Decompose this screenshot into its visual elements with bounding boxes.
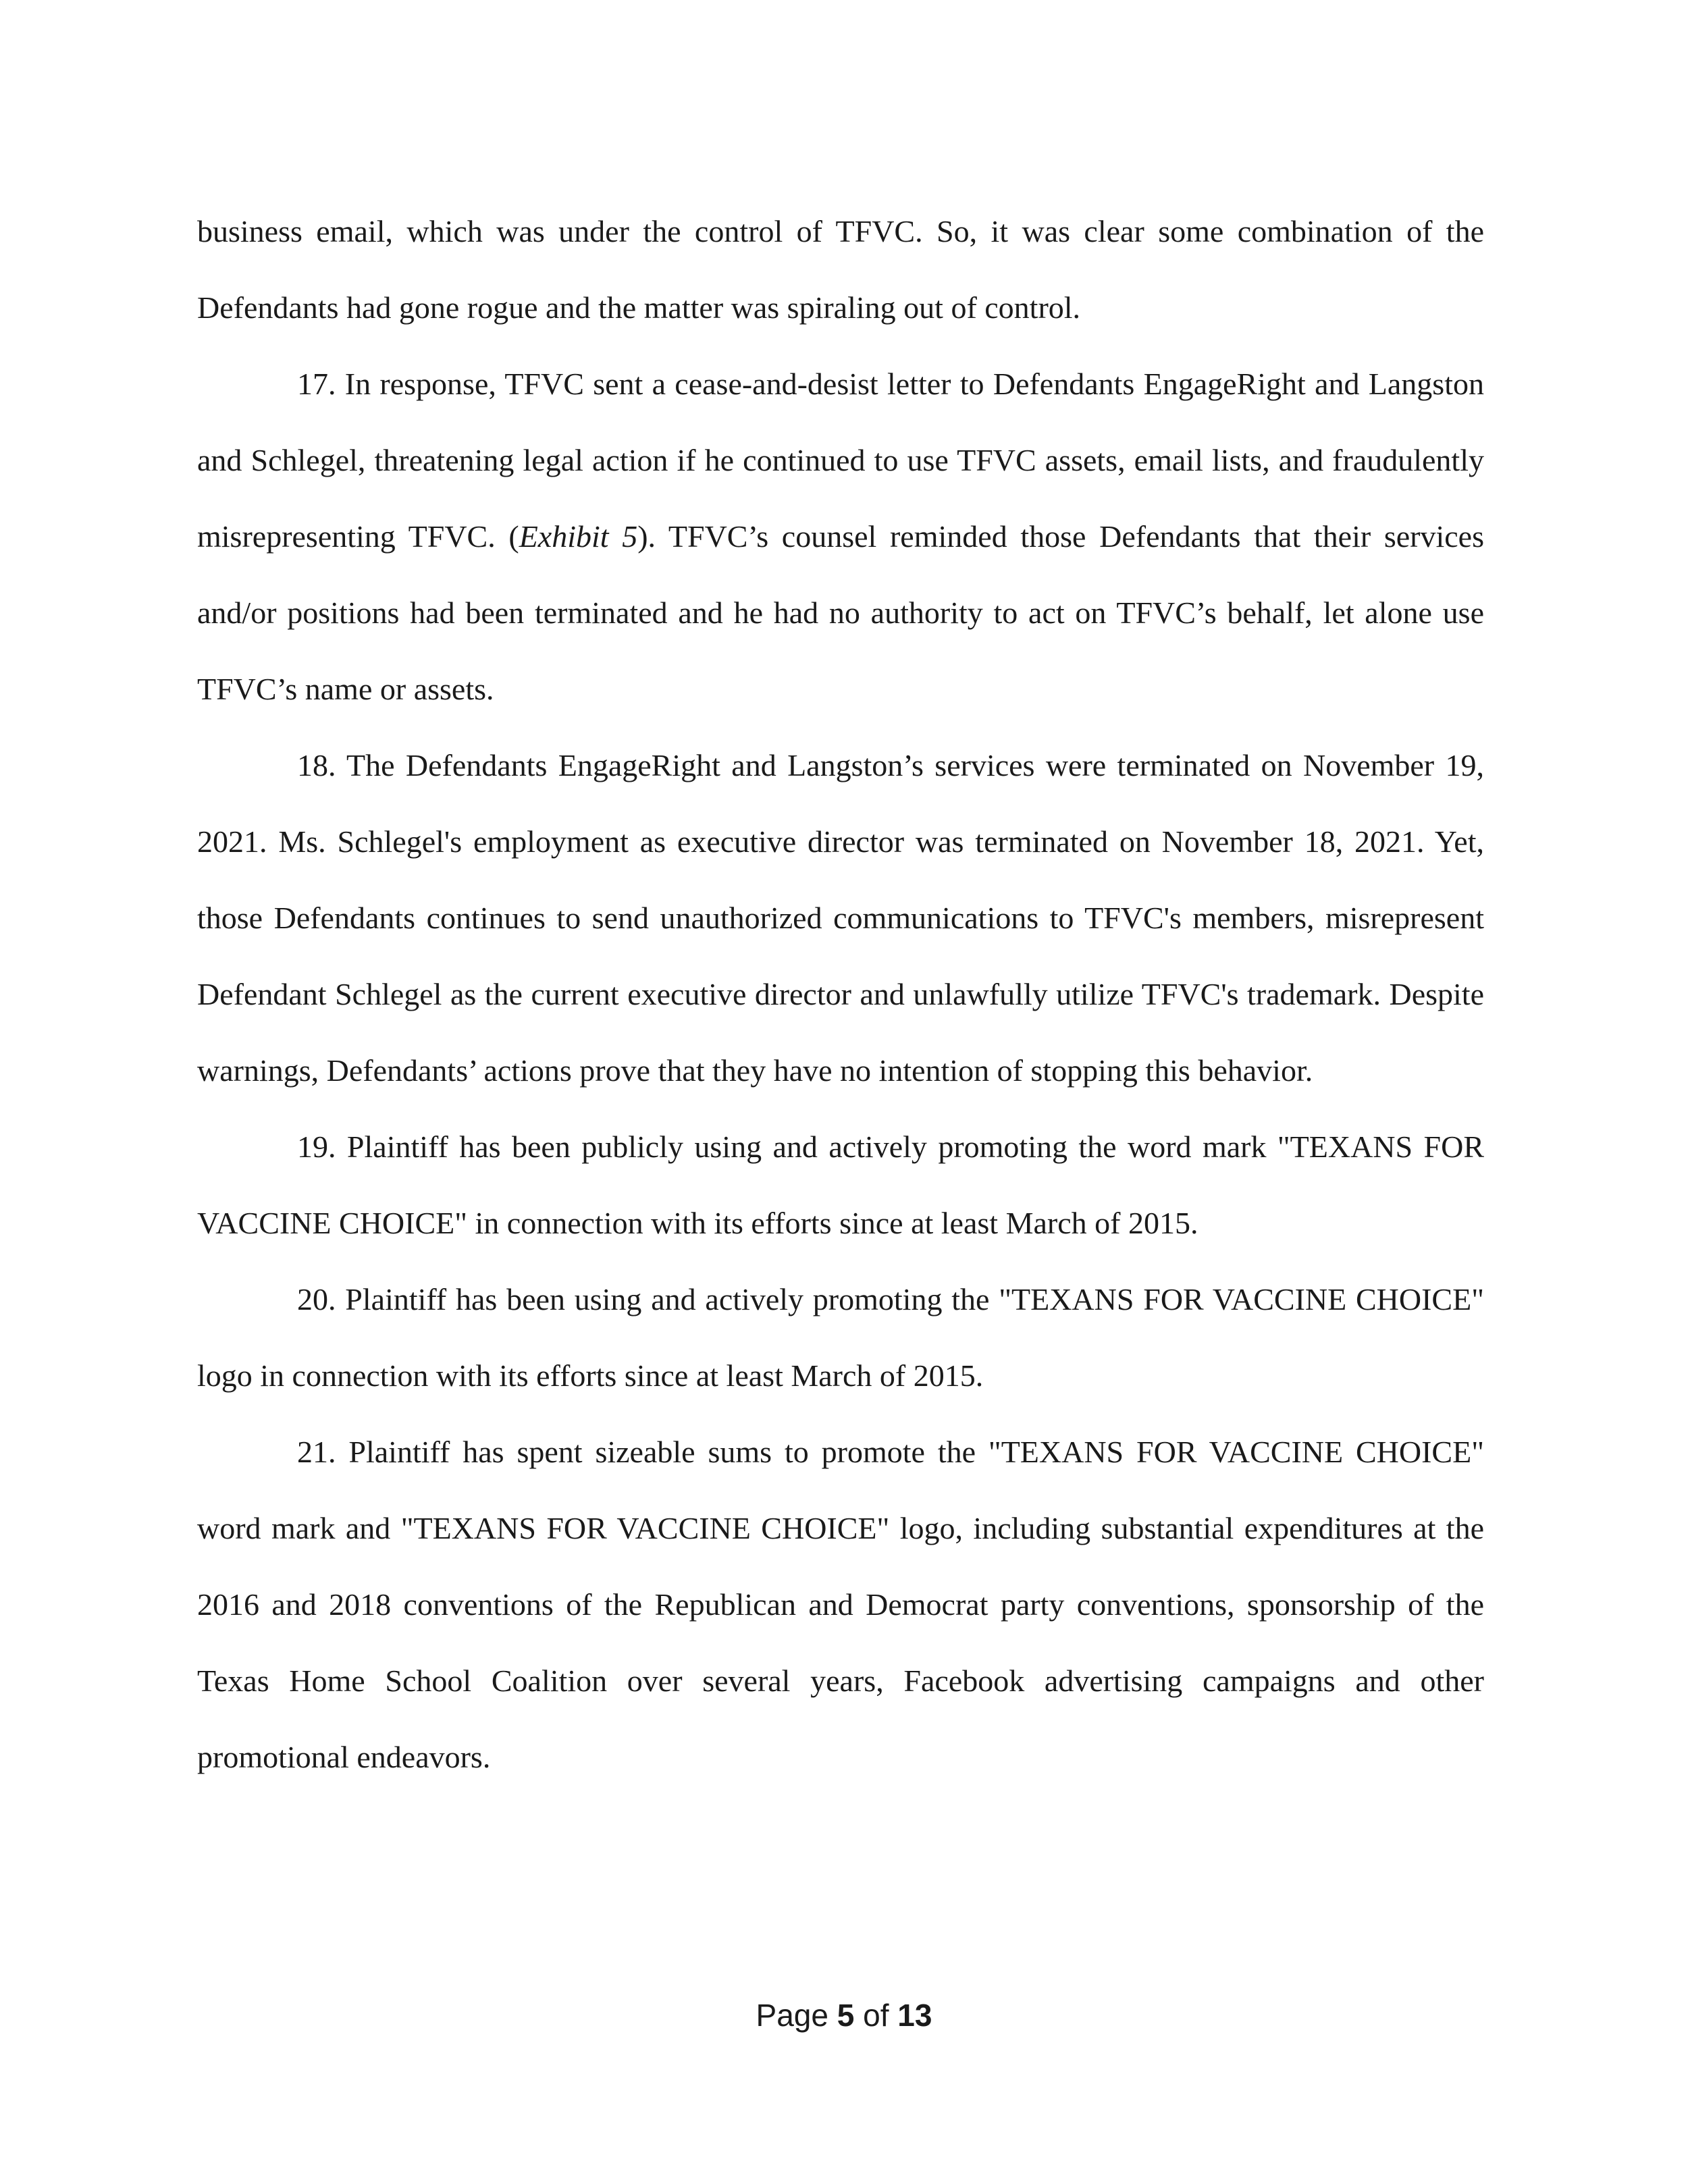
paragraph-19: 19. Plaintiff has been publicly using and actively promoting the word mark "TEXANS FOR VACCINE CHOICE" in connection with its efforts since at least March of 2015. [197,1129,1484,1240]
paragraph-18: 18. The Defendants EngageRight and Langston’s services were terminated on November 19, 2021. Ms. Schlegel's employment as executive director was terminated on November 18, 2021. Yet, those Defendants continues to send unauthorized communications to TFVC's members, misrepresent Defendant Schlegel as the current executive director and unlawfully utilize TFVC's trademark. Despite warnings, Defendants’ actions prove that they have no intention of stopping this behavior. [197,748,1484,1088]
paragraph-17-text-after: ). TFVC’s counsel reminded those Defendants that their services and/or positions had been terminated and he had no authority to act on TFVC’s behalf, let alone use TFVC’s name or assets. [197,519,1484,706]
paragraph-17 [197,346,1484,727]
paragraph-continuation: business email, which was under the control of TFVC. So, it was clear some combination of the Defendants had gone rogue and the matter was spiraling out of control. [197,214,1484,325]
page-footer [0,1997,1688,2033]
paragraph-20: 20. Plaintiff has been using and actively promoting the "TEXANS FOR VACCINE CHOICE" logo in connection with its efforts since at least March of 2015. [197,1282,1484,1393]
total-pages: 13 [897,1998,932,2033]
page-number: 5 [837,1998,855,2033]
paragraph-17-text-before: 17. In response, TFVC sent a cease-and-desist letter to Defendants EngageRight and Langston and Schlegel, threatening legal action if he continued to use TFVC assets, email lists, and fraudulently misrepresenting TFVC. ( [197,367,1484,554]
page-word: Page [756,1998,828,2033]
paragraph-21: 21. Plaintiff has spent sizeable sums to promote the "TEXANS FOR VACCINE CHOICE" word mark and "TEXANS FOR VACCINE CHOICE" logo, including substantial expenditures at the 2016 and 2018 conventions of the Republican and Democrat party conventions, sponsorship of the Texas Home School Coalition over several years, Facebook advertising campaigns and other promotional endeavors. [197,1435,1484,1774]
of-word: of [863,1998,889,2033]
exhibit-reference: Exhibit 5 [519,519,638,554]
document-body [197,193,1484,1795]
